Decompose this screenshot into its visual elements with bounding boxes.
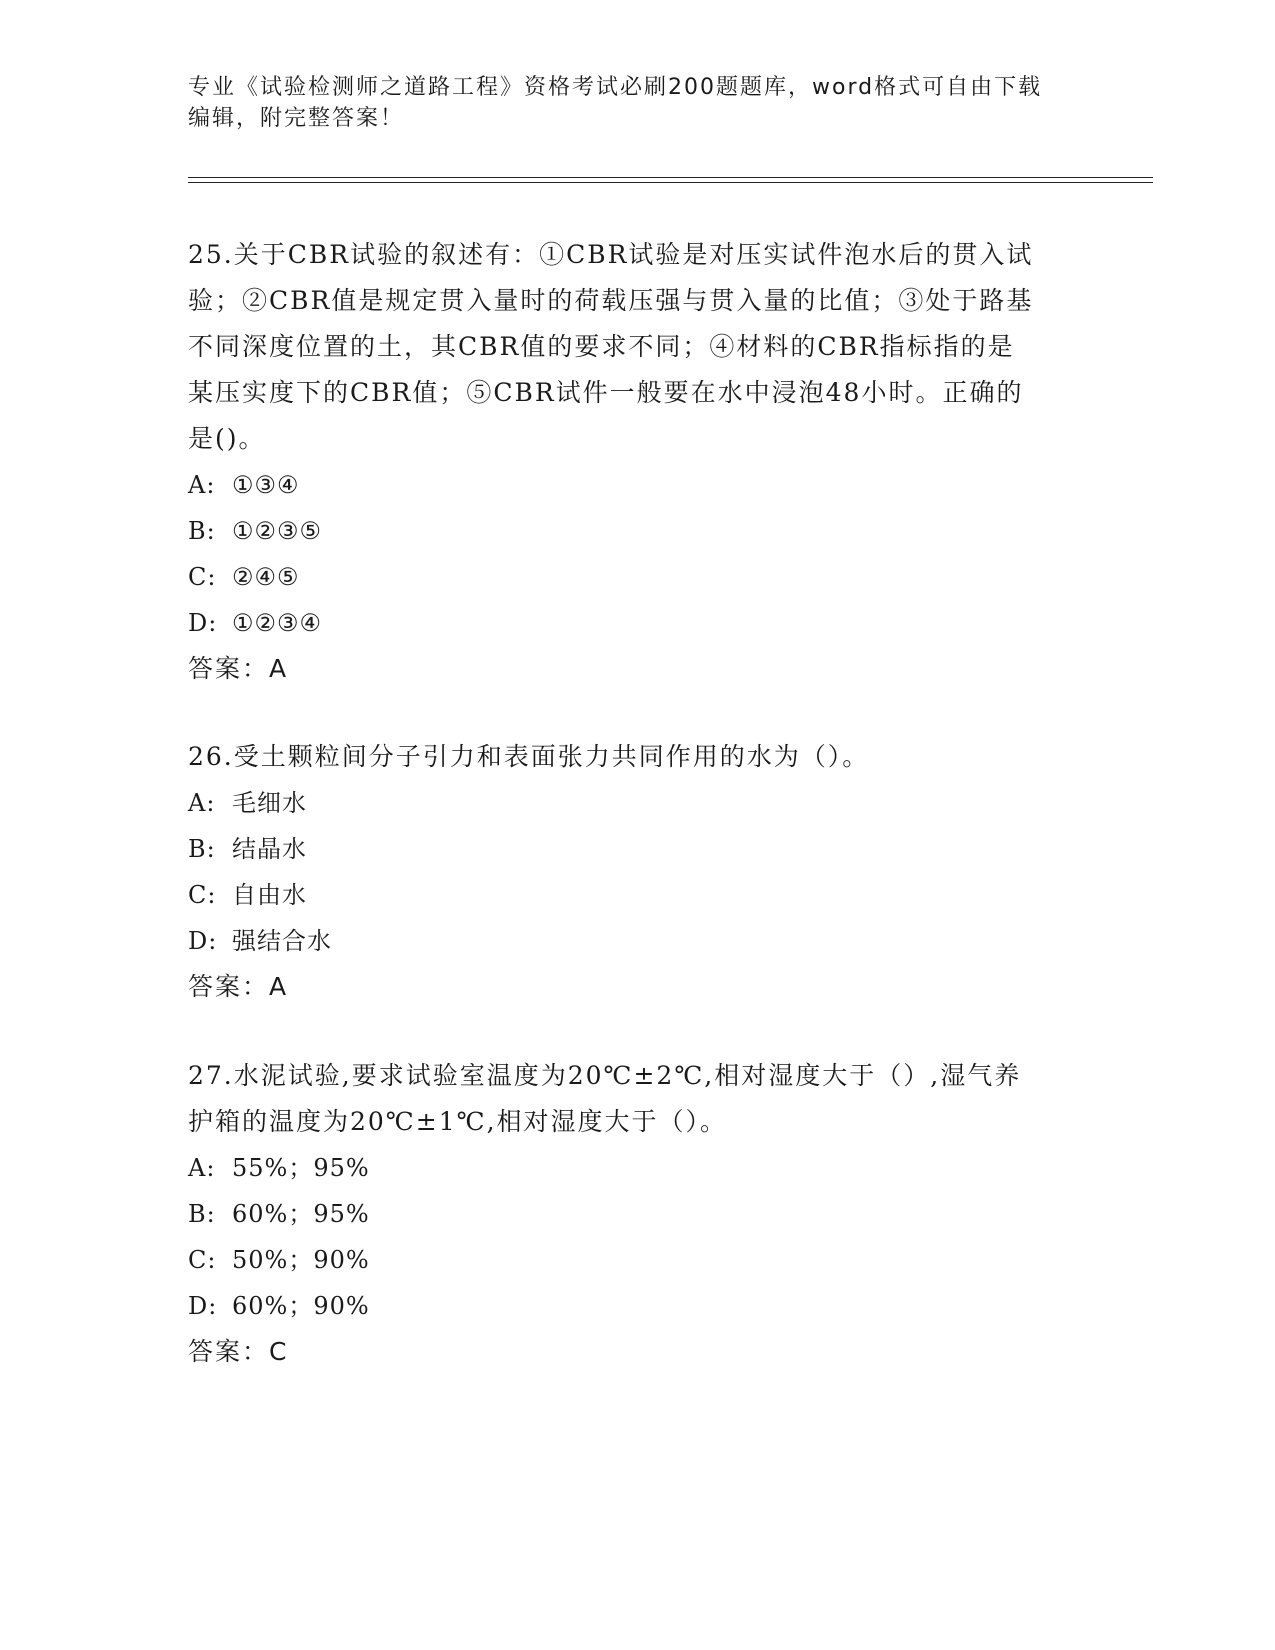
option-text: 毛细水 (232, 789, 307, 817)
option-d (188, 918, 1088, 964)
option-letter: B: (188, 1200, 216, 1228)
option-letter: C: (188, 881, 217, 909)
option-d (188, 600, 1088, 646)
question-line: 不同深度位置的土，其CBR值的要求不同；④材料的CBR指标指的是 (188, 332, 1015, 361)
answer-label: 答案：A (188, 654, 289, 683)
question-line: 25.关于CBR试验的叙述有：①CBR试验是对压实试件泡水后的贯入试 (188, 240, 1034, 269)
option-letter: A: (188, 789, 216, 817)
option-letter: D: (188, 927, 218, 955)
option-letter: B: (188, 517, 216, 545)
header-line-2: 编辑，附完整答案！ (188, 106, 405, 131)
header-line-1: 专业《试验检测师之道路工程》资格考试必刷200题题库，word格式可自由下载 (188, 75, 1043, 100)
option-letter: C: (188, 1246, 217, 1274)
option-letter: A: (188, 1154, 216, 1182)
header-divider-top (188, 177, 1153, 178)
option-text: ①②③④ (232, 609, 323, 637)
option-b (188, 826, 1088, 872)
option-c (188, 1237, 1088, 1283)
question-line: 某压实度下的CBR值；⑤CBR试件一般要在水中浸泡48小时。正确的 (188, 378, 1024, 407)
option-a (188, 1145, 1088, 1191)
question-27 (188, 1053, 1088, 1375)
answer-label: 答案：C (188, 1337, 289, 1366)
document-header (188, 72, 1088, 134)
option-letter: A: (188, 471, 216, 499)
option-letter: D: (188, 609, 218, 637)
option-text: ①②③⑤ (232, 517, 323, 545)
option-text: 结晶水 (232, 835, 307, 863)
question-line: 27.水泥试验,要求试验室温度为20℃±2℃,相对湿度大于（）,湿气养 (188, 1061, 1022, 1090)
option-text: 55%；95% (232, 1154, 370, 1182)
question-line: 护箱的温度为20℃±1℃,相对湿度大于（）。 (188, 1107, 728, 1136)
question-text (188, 232, 1088, 462)
question-text (188, 734, 1088, 780)
question-text (188, 1053, 1088, 1145)
option-letter: B: (188, 835, 216, 863)
option-b (188, 508, 1088, 554)
option-b (188, 1191, 1088, 1237)
option-text: 60%；90% (232, 1292, 370, 1320)
question-line: 是()。 (188, 424, 266, 453)
question-line: 26.受土颗粒间分子引力和表面张力共同作用的水为（）。 (188, 742, 870, 771)
option-text: 50%；90% (232, 1246, 370, 1274)
question-25 (188, 232, 1088, 692)
option-letter: C: (188, 563, 217, 591)
option-c (188, 872, 1088, 918)
header-divider-bottom (188, 182, 1153, 183)
option-text: 自由水 (232, 881, 307, 909)
question-26 (188, 734, 1088, 1010)
option-text: ①③④ (232, 471, 300, 499)
answer-label: 答案：A (188, 972, 289, 1001)
option-a (188, 462, 1088, 508)
question-line: 验；②CBR值是规定贯入量时的荷载压强与贯入量的比值；③处于路基 (188, 286, 1034, 315)
option-letter: D: (188, 1292, 218, 1320)
option-c (188, 554, 1088, 600)
option-a (188, 780, 1088, 826)
option-text: 60%；95% (232, 1200, 370, 1228)
option-text: ②④⑤ (232, 563, 300, 591)
option-d (188, 1283, 1088, 1329)
option-text: 强结合水 (232, 927, 332, 955)
